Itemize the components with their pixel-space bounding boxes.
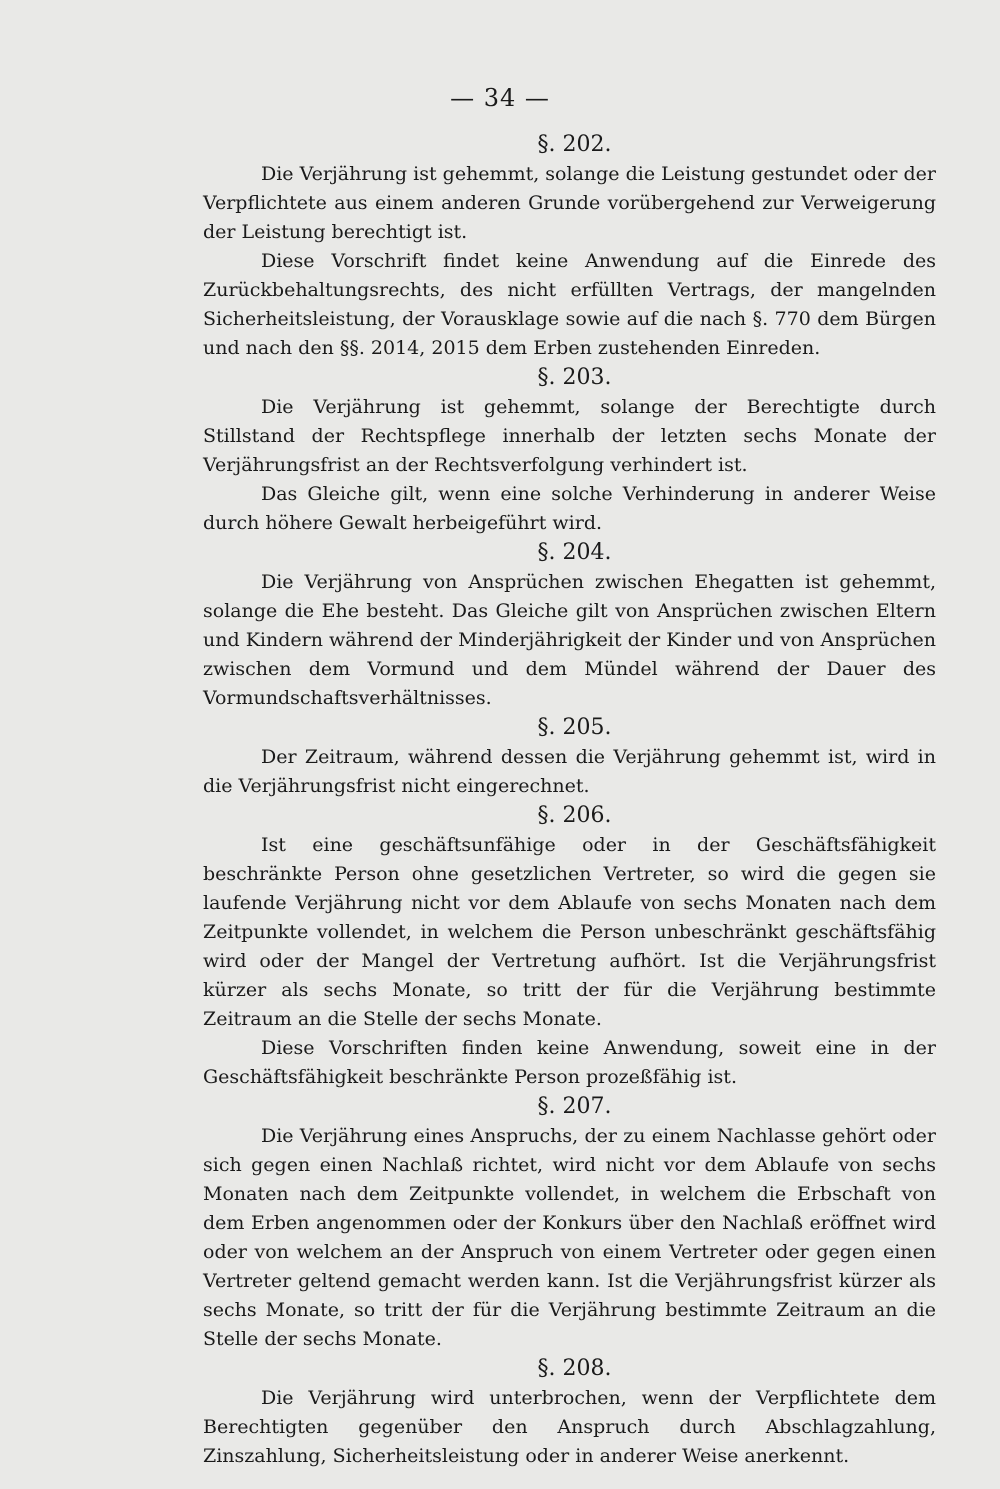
section-heading: §. 204. <box>537 540 612 565</box>
body-text <box>203 130 936 1471</box>
paragraph: Der Zeitraum, während dessen die Verjährung gehemmt ist, wird in die Verjährungsfrist nicht eingerechnet. <box>203 746 936 797</box>
section-heading: §. 205. <box>537 715 612 740</box>
paragraph: Die Verjährung wird unterbrochen, wenn der Verpflichtete dem Berechtigten gegenüber den Anspruch durch Abschlagzahlung, Zinszahlung, Sicherheitsleistung oder in anderer Weise anerkennt. <box>203 1387 936 1467</box>
section-heading: §. 202. <box>537 132 612 157</box>
section-heading: §. 208. <box>537 1356 612 1381</box>
paragraph: Diese Vorschriften finden keine Anwendung, soweit eine in der Geschäftsfähigkeit beschränkte Person prozeßfähig ist. <box>203 1037 936 1088</box>
paragraph: Die Verjährung ist gehemmt, solange der Berechtigte durch Stillstand der Rechtspflege innerhalb der letzten sechs Monate der Verjährungsfrist an der Rechtsverfolgung verhindert ist. <box>203 396 936 476</box>
paragraph: Die Verjährung von Ansprüchen zwischen Ehegatten ist gehemmt, solange die Ehe besteht. Das Gleiche gilt von Ansprüchen zwischen Eltern und Kindern während der Minderjährigkeit der Kinder und von Ansprüchen zwischen dem Vormund und dem Mündel während der Dauer des Vormundschaftsverhältnisses. <box>203 571 936 709</box>
section-heading: §. 206. <box>537 803 612 828</box>
paragraph: Die Verjährung ist gehemmt, solange die Leistung gestundet oder der Verpflichtete aus einem anderen Grunde vorübergehend zur Verweigerung der Leistung berechtigt ist. <box>203 163 936 243</box>
page-number: — 34 — <box>450 84 550 112</box>
paragraph: Die Verjährung eines Anspruchs, der zu einem Nachlasse gehört oder sich gegen einen Nachlaß richtet, wird nicht vor dem Ablaufe von sechs Monaten nach dem Zeitpunkte vollendet, in welchem die Erbschaft von dem Erben angenommen oder der Konkurs über den Nachlaß eröffnet wird oder von welchem an der Anspruch von einem Vertreter oder gegen einen Vertreter geltend gemacht werden kann. Ist die Verjährungsfrist kürzer als sechs Monate, so tritt der für die Verjährung bestimmte Zeitraum an die Stelle der sechs Monate. <box>203 1125 936 1350</box>
paragraph: Das Gleiche gilt, wenn eine solche Verhinderung in anderer Weise durch höhere Gewalt herbeigeführt wird. <box>203 483 936 534</box>
section-heading: §. 203. <box>537 365 612 390</box>
section-heading: §. 207. <box>537 1094 612 1119</box>
paragraph: Diese Vorschrift findet keine Anwendung auf die Einrede des Zurückbehaltungsrechts, des nicht erfüllten Vertrags, der mangelnden Sicherheitsleistung, der Vorausklage sowie auf die nach §. 770 dem Bürgen und nach den §§. 2014, 2015 dem Erben zustehenden Einreden. <box>203 250 936 359</box>
paragraph: Ist eine geschäftsunfähige oder in der Geschäftsfähigkeit beschränkte Person ohne gesetzlichen Vertreter, so wird die gegen sie laufende Verjährung nicht vor dem Ablaufe von sechs Monaten nach dem Zeitpunkte vollendet, in welchem die Person unbeschränkt geschäftsfähig wird oder der Mangel der Vertretung aufhört. Ist die Verjährungsfrist kürzer als sechs Monate, so tritt der für die Verjährung bestimmte Zeitraum an die Stelle der sechs Monate. <box>203 834 936 1030</box>
